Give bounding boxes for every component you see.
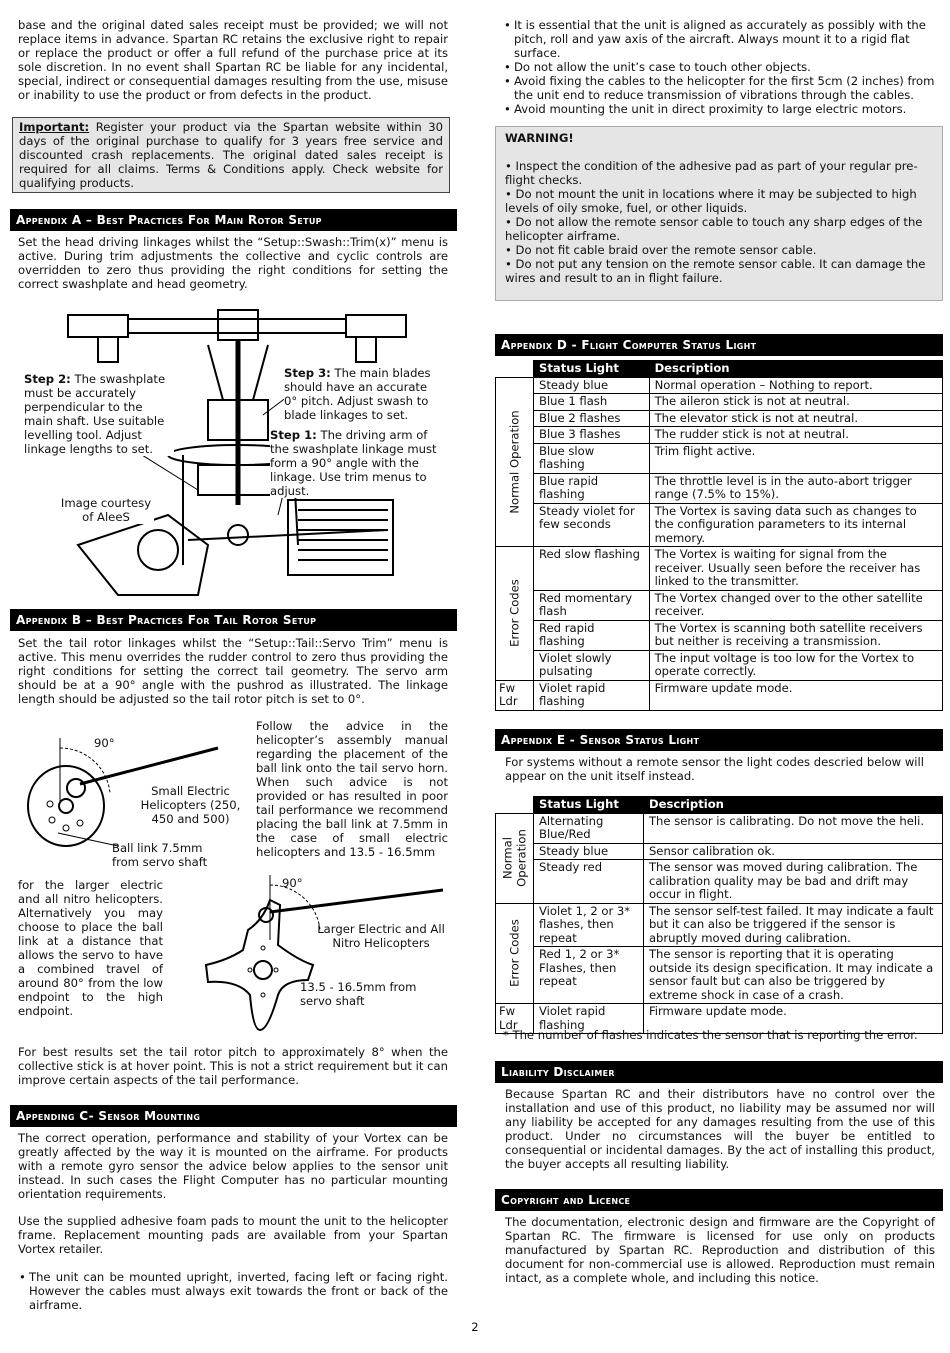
image-courtesy: Image courtesy of AleeS (58, 496, 154, 524)
warning-title: WARNING! (505, 131, 574, 145)
appendix-c-text1: The correct operation, performance and stability of your Vortex can be greatly affected by the way it is mounted on the airframe. For products with a remote gyro sensor the advice below applies to the sensor unit instead. In such cases the Flight Computer has no particular mounting orientation requirements. (18, 1131, 448, 1201)
description-cell: The aileron stick is not at neutral. (649, 394, 942, 411)
table-row (496, 590, 943, 620)
group-label-normal: Normal Operation (496, 377, 534, 547)
table-row (496, 443, 943, 473)
tail-advice-text: Follow the advice in the helicopter’s assembly manual regarding the placement of the ball link onto the tail servo horn. When such advice is not provided or has resulted in poor tail performance we recommend placing the ball link at 7.5mm in the case of small electric helicopters and 13.5 - 16.5mm (256, 719, 448, 859)
table-row (496, 903, 943, 947)
description-cell: The input voltage is too low for the Vortex to operate correctly. (649, 650, 942, 680)
status-cell: Blue 1 flash (534, 394, 650, 411)
table-row (496, 813, 943, 843)
status-cell: Red slow flashing (534, 547, 650, 591)
table-row (496, 503, 943, 547)
step2-label: Step 2: (24, 372, 71, 386)
status-cell: Red rapid flashing (534, 620, 650, 650)
status-cell: Red 1, 2 or 3* Flashes, then repeat (534, 947, 644, 1004)
table-row (496, 427, 943, 444)
table-header-row (496, 361, 943, 378)
description-cell: Trim flight active. (649, 443, 942, 473)
warning-item: • Do not mount the unit in locations where it may be subjected to high levels of oily smoke, fuel, or other liquids. (505, 187, 917, 215)
warning-item: • Do not fit cable braid over the remote sensor cable. (505, 243, 817, 257)
status-light-header: Status Light (534, 361, 650, 378)
copyright-heading: Copyright and Licence (495, 1189, 943, 1211)
appendix-c-heading: Appending C- Sensor Mounting (10, 1105, 457, 1127)
mounting-bullets-left (18, 1270, 448, 1312)
important-notice (12, 117, 450, 193)
table-row (496, 473, 943, 503)
group-label-error: Error Codes (496, 547, 534, 681)
copyright-text: The documentation, electronic design and firmware are the Copyright of Spartan RC. The firmware is licensed for use only on products manufactured by Spartan RC. Reproduction and distribution of this document for non-commercial use is allowed. Reproduction must remain intact, as a complete whole, and including this notice. (505, 1215, 935, 1285)
status-cell: Steady violet for few seconds (534, 503, 650, 547)
ball-link-large-label: 13.5 - 16.5mm from servo shaft (300, 980, 417, 1008)
table-row (496, 377, 943, 394)
status-cell: Steady blue (534, 377, 650, 394)
description-cell: The Vortex is waiting for signal from the receiver. Usually seen before the receiver has linked to the transmitter. (649, 547, 942, 591)
appendix-b-heading: Appendix B – Best Practices For Tail Rotor Setup (10, 609, 457, 631)
flight-computer-status-table (495, 360, 943, 711)
liability-heading: Liability Disclaimer (495, 1061, 943, 1083)
important-text: Register your product via the Spartan website within 30 days of the original purchase to qualify for 3 years free service and discounted crash replacements. The original dated sales receipt is required for all claims. Terms & Conditions apply. Check website for qualifying products. (19, 120, 443, 190)
appendix-b-text: Set the tail rotor linkages whilst the “Setup::Tail::Servo Trim” menu is active. This menu overrides the rudder control to zero thus providing the right conditions for setting the correct tail geometry. The servo arm should be at a 90° angle with the pushrod as illustrated. The linkage length should be adjusted so the tail rotor pitch is set to 0°. (18, 636, 448, 706)
description-cell: The Vortex is scanning both satellite receivers but neither is receiving a transmission. (649, 620, 942, 650)
status-cell: Blue slow flashing (534, 443, 650, 473)
table-row (496, 947, 943, 1004)
status-cell: Violet slowly pulsating (534, 650, 650, 680)
status-cell: Blue 3 flashes (534, 427, 650, 444)
table-row (496, 547, 943, 591)
description-cell: Sensor calibration ok. (643, 843, 942, 860)
table-row (496, 620, 943, 650)
description-header: Description (649, 361, 942, 378)
warning-box (495, 126, 943, 301)
warning-item: • Do not put any tension on the remote sensor cable. It can damage the wires and result to an in flight failure. (505, 257, 926, 285)
description-cell: The throttle level is in the auto-abort trigger range (7.5% to 15%). (649, 473, 942, 503)
description-cell: The elevator stick is not at neutral. (649, 410, 942, 427)
large-servo-horn-illustration (188, 870, 448, 1040)
appendix-e-text: For systems without a remote sensor the light codes descried below will appear on the unit itself instead. (505, 755, 924, 783)
tail-best-results-text: For best results set the tail rotor pitch to approximately 8° when the collective stick is at hover point. This is not a strict requirement but it can improve certain aspects of the tail performance. (18, 1045, 448, 1087)
page-number: 2 (471, 1320, 479, 1334)
sensor-footnote: * The number of flashes indicates the sensor that is reporting the error. (503, 1028, 918, 1042)
table-row (496, 843, 943, 860)
description-cell: Firmware update mode. (643, 1004, 942, 1034)
status-cell: Violet rapid flashing (534, 680, 650, 710)
sensor-status-table (495, 796, 943, 1034)
warning-item: • Do not allow the remote sensor cable to touch any sharp edges of the helicopter airframe. (505, 215, 923, 243)
appendix-d-heading: Appendix D - Flight Computer Status Light (495, 334, 943, 356)
table-row (496, 860, 943, 904)
mounting-bullet: • Avoid mounting the unit in direct proximity to large electric motors. (503, 102, 943, 116)
appendix-a-heading: Appendix A – Best Practices For Main Rotor Setup (10, 209, 457, 231)
table-row (496, 680, 943, 710)
table-row (496, 410, 943, 427)
status-cell: Blue 2 flashes (534, 410, 650, 427)
appendix-c-text2: Use the supplied adhesive foam pads to mount the unit to the helicopter frame. Replacement mounting pads are available from your Spartan Vortex retailer. (18, 1214, 448, 1256)
warning-item: • Inspect the condition of the adhesive pad as part of your regular pre-flight checks. (505, 159, 918, 187)
table-row (496, 394, 943, 411)
ball-link-small-label: Ball link 7.5mm from servo shaft (112, 841, 208, 869)
status-cell: Violet rapid flashing (534, 1004, 644, 1034)
angle-label-small: 90° (94, 736, 115, 750)
table-row (496, 650, 943, 680)
group-label-fw: Fw Ldr (496, 1004, 534, 1034)
status-light-header: Status Light (534, 797, 644, 814)
status-cell: Blue rapid flashing (534, 473, 650, 503)
description-cell: The rudder stick is not at neutral. (649, 427, 942, 444)
group-label-fw: Fw Ldr (496, 680, 534, 710)
step2-text: The swashplate must be accurately perpendicular to the main shaft. Use suitable levelling tool. Adjust linkage lengths to set. (24, 372, 166, 456)
mounting-bullet: • Avoid fixing the cables to the helicopter for the first 5cm (2 inches) from the unit end to reduce transmission of vibrations through the cables. (503, 74, 943, 102)
status-cell: Steady red (534, 860, 644, 904)
step1-text: The driving arm of the swashplate linkage must form a 90° angle with the linkage. Use trim menus to adjust. (270, 428, 437, 498)
step1-label: Step 1: (270, 428, 317, 442)
description-cell: The Vortex changed over to the other satellite receiver. (649, 590, 942, 620)
step3-text: The main blades should have an accurate 0° pitch. Adjust swash to blade linkages to set. (284, 366, 431, 422)
warranty-intro-text: base and the original dated sales receipt must be provided; we will not replace items in advance. Spartan RC retains the exclusive right to repair or replace the product or offer a full refund of the purchase price at its sole discretion. In no event shall Spartan RC be liable for any incidental, special, indirect or consequential damages resulting from the use, misuse or inability to use the product or from defects in the product. (18, 18, 448, 102)
group-label-error: Error Codes (496, 903, 534, 1004)
description-cell: Normal operation – Nothing to report. (649, 377, 942, 394)
step1-callout (270, 428, 442, 498)
important-label: Important: (19, 120, 90, 134)
mounting-bullet: • Do not allow the unit’s case to touch other objects. (503, 60, 943, 74)
status-cell: Red momentary flash (534, 590, 650, 620)
small-heli-label: Small Electric Helicopters (250, 450 and 500) (140, 784, 241, 826)
description-header: Description (643, 797, 942, 814)
status-cell: Alternating Blue/Red (534, 813, 644, 843)
angle-label-large: 90° (282, 876, 303, 890)
status-cell: Steady blue (534, 843, 644, 860)
tail-advice-continued: for the larger electric and all nitro helicopters. Alternatively you may choose to place the ball link at a distance that allows the servo to have a combined travel of around 80° from the low endpoint to the high endpoint. (18, 878, 163, 1018)
step2-callout (24, 372, 174, 456)
group-label-normal: Normal Operation (496, 813, 534, 903)
description-cell: The sensor is calibrating. Do not move the heli. (643, 813, 942, 843)
mounting-bullets-right (503, 18, 943, 116)
appendix-a-text: Set the head driving linkages whilst the “Setup::Swash::Trim(x)” menu is active. During trim adjustments the collective and cyclic controls are overridden to zero thus providing the right conditions for setting the correct swashplate and head geometry. (18, 235, 448, 291)
mounting-bullet: • The unit can be mounted upright, inverted, facing left or facing right. However the cables must always exit towards the front or back of the airframe. (18, 1270, 448, 1312)
status-cell: Violet 1, 2 or 3* flashes, then repeat (534, 903, 644, 947)
step3-label: Step 3: (284, 366, 331, 380)
step3-callout (284, 366, 434, 422)
description-cell: The sensor was moved during calibration. The calibration quality may be bad and drift may occur in flight. (643, 860, 942, 904)
description-cell: Firmware update mode. (649, 680, 942, 710)
large-heli-label: Larger Electric and All Nitro Helicopters (317, 922, 445, 950)
table-header-row (496, 797, 943, 814)
description-cell: The sensor self-test failed. It may indicate a fault but it can also be triggered if the sensor is abruptly moved during calibration. (643, 903, 942, 947)
description-cell: The sensor is reporting that it is operating outside its design specification. It may indicate a sensor fault but can also be triggered by extreme shock in case of a crash. (643, 947, 942, 1004)
liability-text: Because Spartan RC and their distributors have no control over the installation and use of this product, no liability may be assumed nor will any liability be accepted for any damages resulting from the use of this product. Under no circumstances will the buyer be entitled to consequential or incidental damages. By the act of installing this product, the buyer accepts all resulting liability. (505, 1087, 935, 1171)
description-cell: The Vortex is saving data such as changes to the configuration parameters to its internal memory. (649, 503, 942, 547)
appendix-e-heading: Appendix E - Sensor Status Light (495, 729, 943, 751)
mounting-bullet: • It is essential that the unit is aligned as accurately as possibly with the pitch, roll and yaw axis of the aircraft. Always mount it to a rigid flat surface. (503, 18, 943, 60)
